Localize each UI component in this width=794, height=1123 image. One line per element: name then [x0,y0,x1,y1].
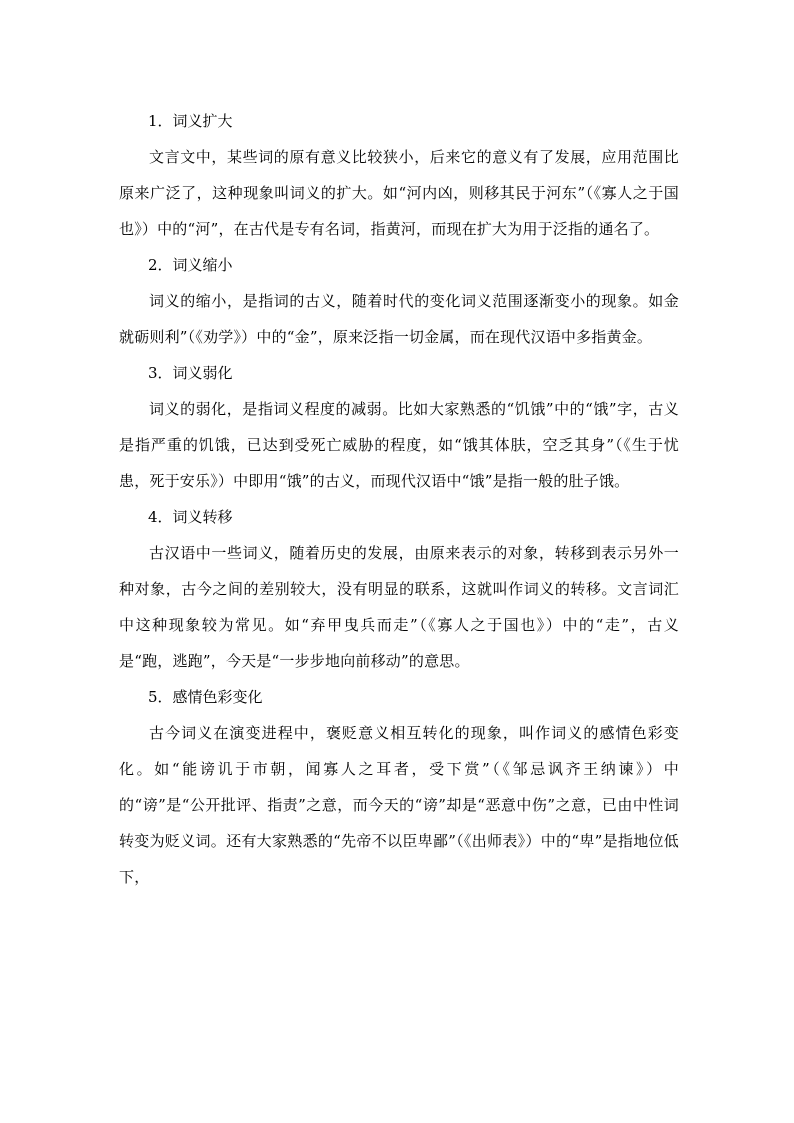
section-heading-3: 3．词义弱化 [148,364,233,382]
section-heading-1: 1．词义扩大 [148,112,233,130]
section-heading-4: 4．词义转移 [148,508,233,526]
section-heading-5: 5．感情色彩变化 [148,688,263,706]
section-paragraph-2: 词义的缩小，是指词的古义，随着时代的变化词义范围逐渐变小的现象。如金就砺则利”（《劝学》）中的“金”，原来泛指一切金属，而在现代汉语中多指黄金。 [119,292,679,346]
section-paragraph-4: 古汉语中一些词义，随着历史的发展，由原来表示的对象，转移到表示另外一种对象，古今之间的差别较大，没有明显的联系，这就叫作词义的转移。文言词汇中这种现象较为常见。如“弃甲曳兵而走”（《寡人之于国也》）中的“走”，古义是“跑，逃跑”，今天是“一步步地向前移动”的意思。 [119,544,679,670]
section-paragraph-1: 文言文中，某些词的原有意义比较狭小，后来它的意义有了发展，应用范围比原来广泛了，这种现象叫词义的扩大。如“河内凶，则移其民于河东”（《寡人之于国也》）中的“河”，在古代是专有名词，指黄河，而现在扩大为用于泛指的通名了。 [119,148,679,238]
section-heading-2: 2．词义缩小 [148,256,233,274]
section-paragraph-5: 古今词义在演变进程中，褒贬意义相互转化的现象，叫作词义的感情色彩变化。如“能谤讥于市朝，闻寡人之耳者，受下赏”（《邹忌讽齐王纳谏》）中的“谤”是“公开批评、指责”之意，而今天的“谤”却是“恶意中伤”之意，已由中性词转变为贬义词。还有大家熟悉的“先帝不以臣卑鄙”（《出师表》）中的“卑”是指地位低下， [119,724,679,886]
section-paragraph-3: 词义的弱化，是指词义程度的减弱。比如大家熟悉的“饥饿”中的“饿”字，古义是指严重的饥饿，已达到受死亡威胁的程度，如“饿其体肤，空乏其身”（《生于忧患，死于安乐》）中即用“饿”的古义，而现代汉语中“饿”是指一般的肚子饿。 [119,400,679,490]
document-body [119,103,679,895]
